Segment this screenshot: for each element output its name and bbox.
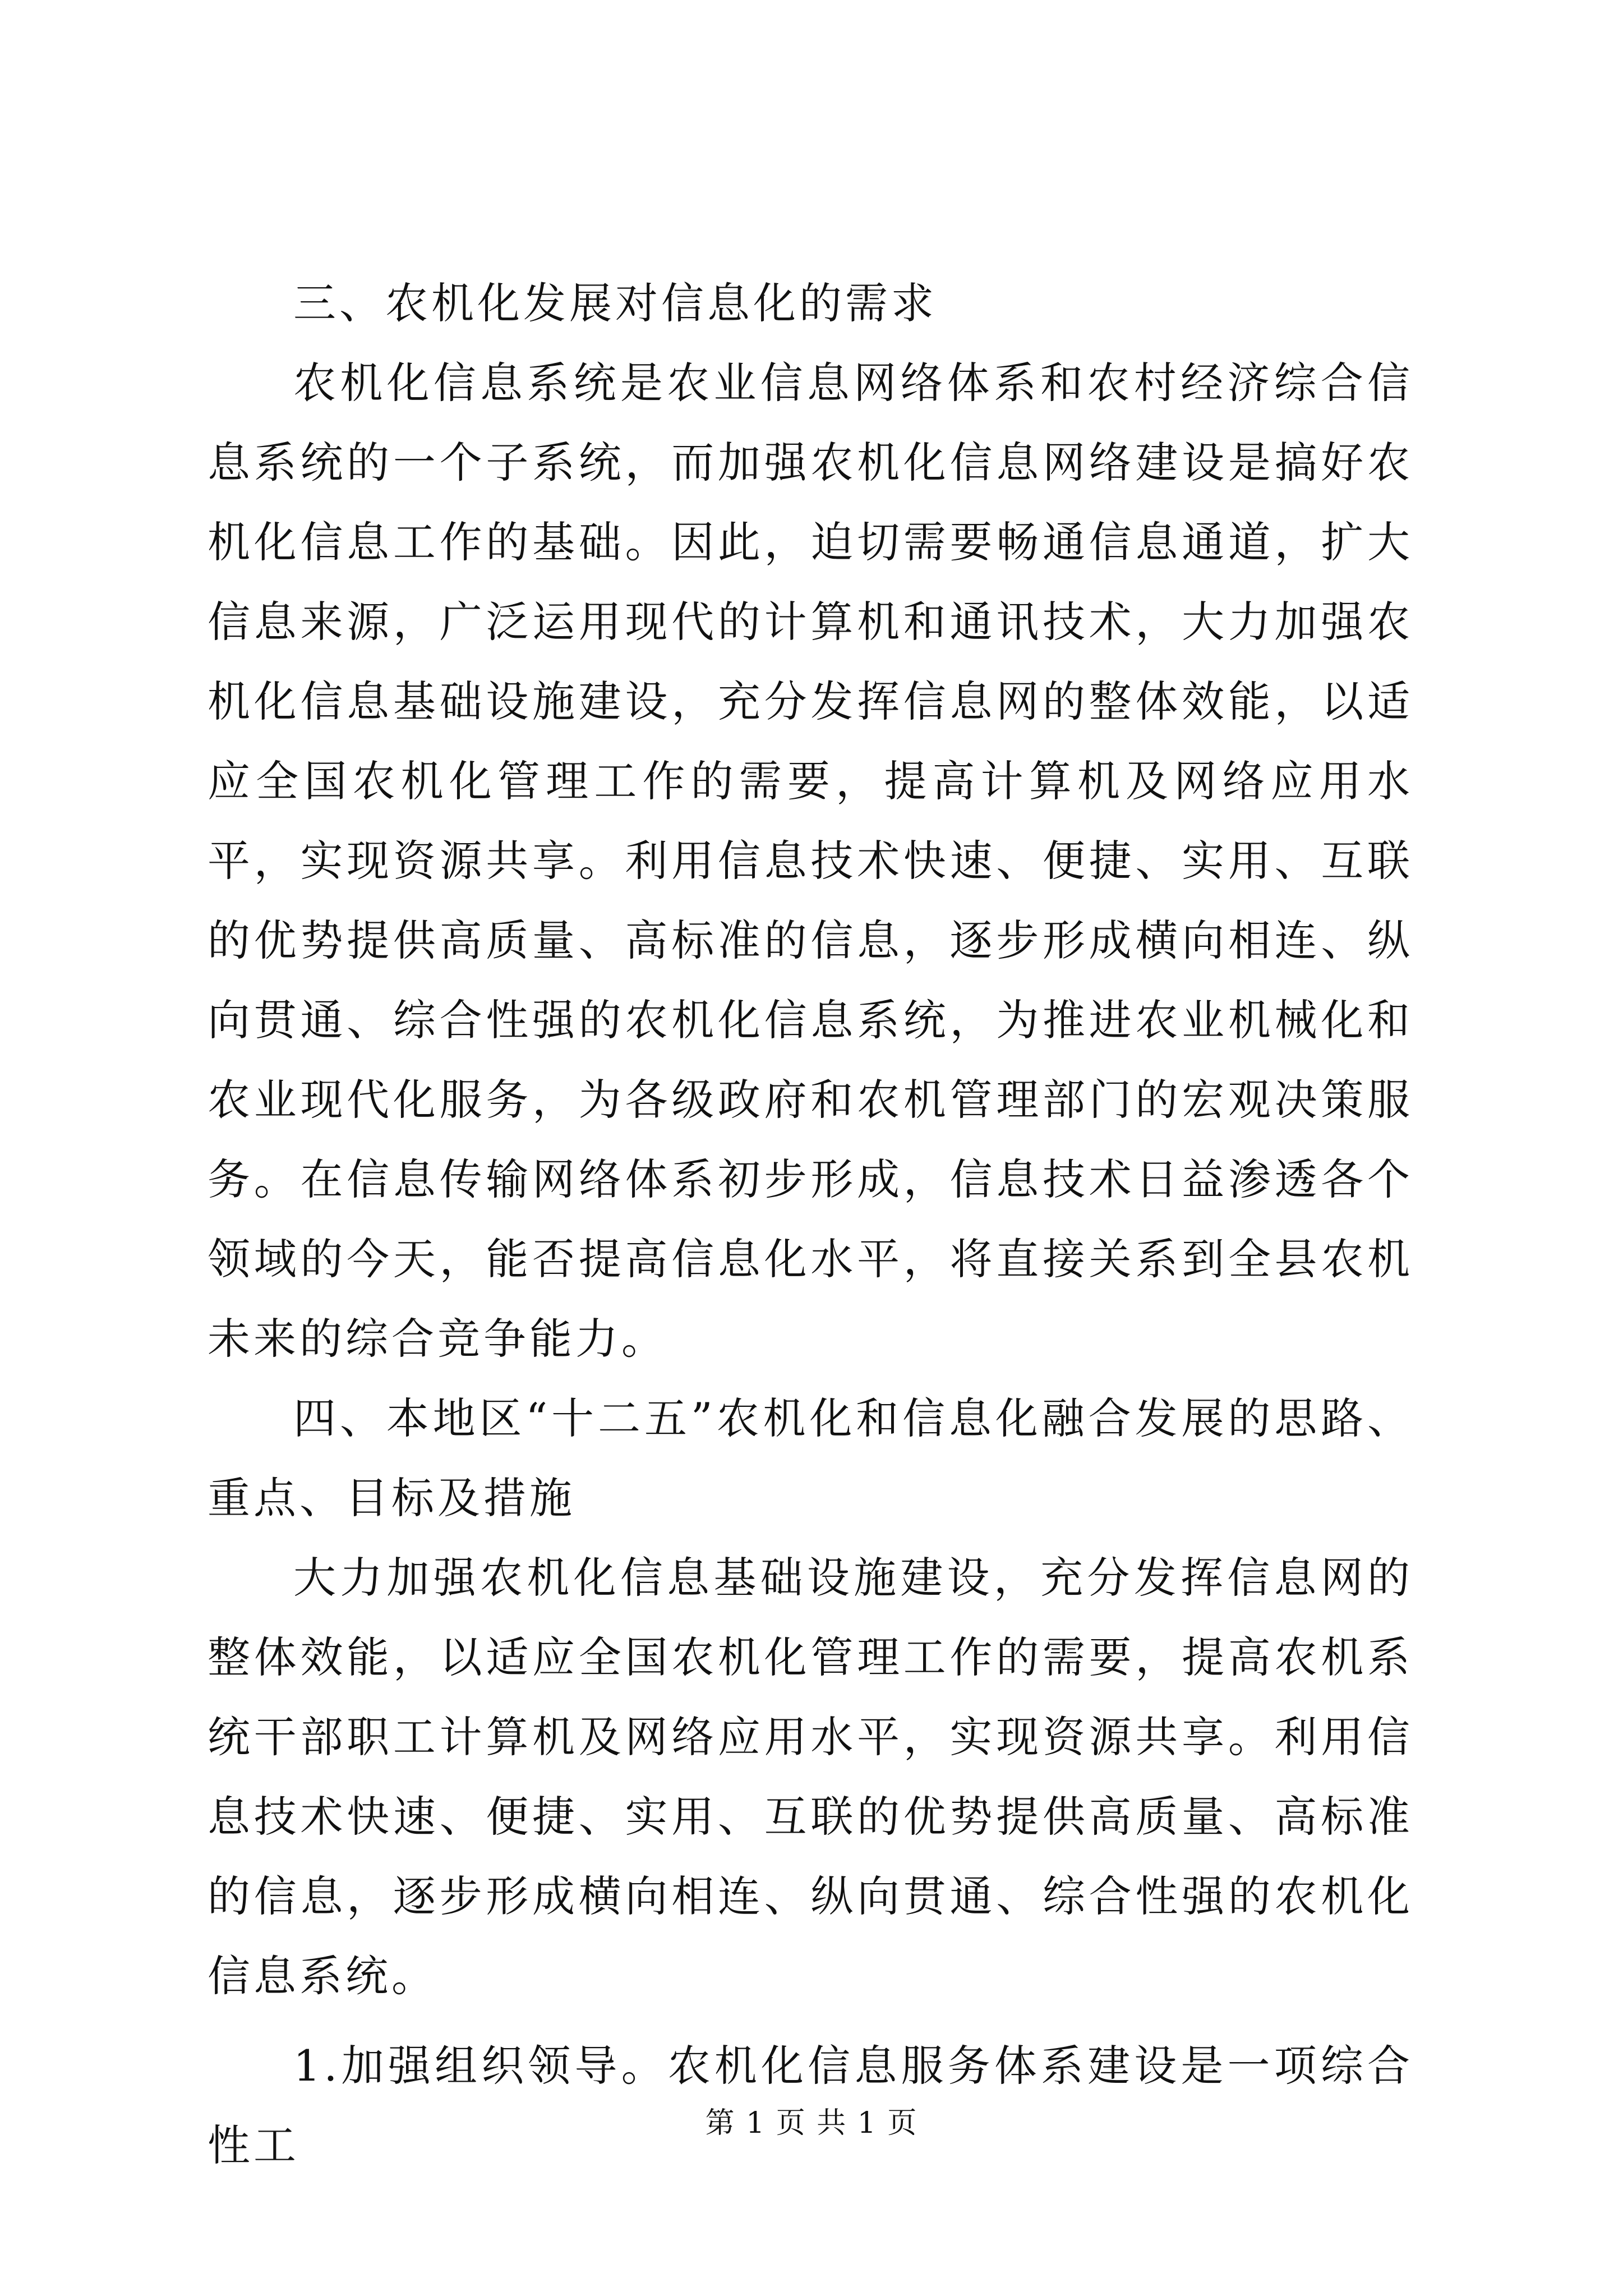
item-1-paragraph: 1.加强组织领导。农机化信息服务体系建设是一项综合性工 xyxy=(208,2041,1413,2170)
section-3-heading: 三、农机化发展对信息化的需求 xyxy=(293,278,937,328)
document-body xyxy=(208,264,1413,2185)
section-3-paragraph: 农机化信息系统是农业信息网络体系和农村经济综合信息系统的一个子系统，而加强农机化信息网络建设是搞好农机化信息工作的基础。因此，迫切需要畅通信息通道，扩大信息来源，广泛运用现代的计算机和通讯技术，大力加强农机化信息基础设施建设，充分发挥信息网的整体效能，以适应全国农机化管理工作的需要，提高计算机及网络应用水平，实现资源共享。利用信息技术快速、便捷、实用、互联的优势提供高质量、高标准的信息，逐步形成横向相连、纵向贯通、综合性强的农机化信息系统，为推进农业机械化和农业现代化服务，为各级政府和农机管理部门的宏观决策服务。在信息传输网络体系初步形成，信息技术日益渗透各个领域的今天，能否提高信息化水平，将直接关系到全县农机未来的综合竞争能力。 xyxy=(208,358,1413,1364)
page-number-footer: 第 1 页 共 1 页 xyxy=(705,2106,918,2140)
section-4-heading: 四、本地区“十二五”农机化和信息化融合发展的思路、重点、目标及措施 xyxy=(208,1393,1413,1523)
section-4-paragraph: 大力加强农机化信息基础设施建设，充分发挥信息网的整体效能，以适应全国农机化管理工作的需要，提高农机系统干部职工计算机及网络应用水平，实现资源共享。利用信息技术快速、便捷、实用、互联的优势提供高质量、高标准的信息，逐步形成横向相连、纵向贯通、综合性强的农机化信息系统。 xyxy=(208,1553,1413,2001)
